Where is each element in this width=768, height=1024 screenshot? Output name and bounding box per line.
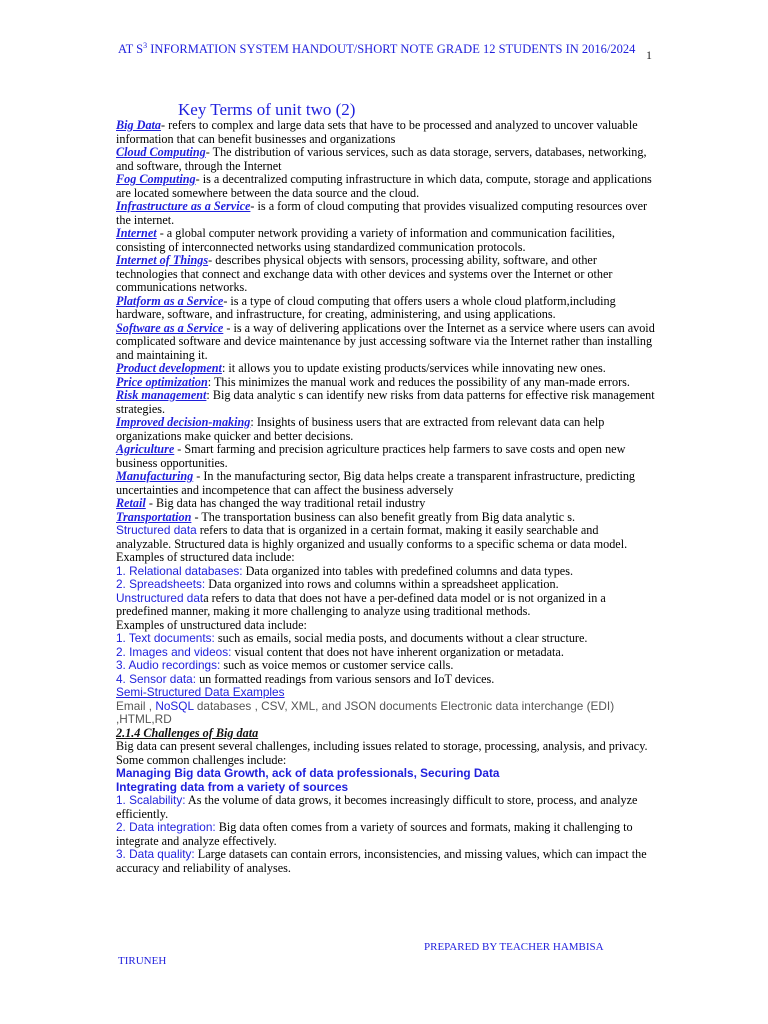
- key-term-separator: -: [161, 118, 169, 132]
- challenge-item: 3. Data quality: Large datasets can contain errors, inconsistencies, and missing values, which can impact the accuracy and reliability of analyses.: [116, 847, 647, 875]
- challenges-heading: 2.1.4 Challenges of Big data: [116, 725, 259, 740]
- challenges-bold-line: Integrating data from a variety of sources: [116, 779, 349, 794]
- key-term-label: Infrastructure as a Service: [116, 199, 251, 213]
- structured-label: Structured data: [116, 523, 197, 537]
- key-term-label: Fog Computing: [116, 172, 196, 186]
- key-term-separator: -: [145, 496, 156, 510]
- key-term-label: Product development: [116, 361, 222, 375]
- key-term-entry: [116, 443, 656, 470]
- key-term-entry: [116, 416, 656, 443]
- key-term-entry: [116, 389, 656, 416]
- page-title: Key Terms of unit two (2): [178, 100, 356, 119]
- structured-text: refers to data that is organized in a certain format, making it easily searchable and analyzable. Structured data is highly organized and usually conforms to a specific schema or data model. Examples of structured data include:: [116, 523, 628, 564]
- key-term-separator: -: [174, 442, 185, 456]
- semi-structured-heading: Semi-Structured Data Examples: [116, 685, 285, 699]
- key-term-entry: [116, 146, 656, 173]
- key-term-label: Platform as a Service: [116, 293, 224, 308]
- key-term-label: Manufacturing: [116, 469, 194, 483]
- unstructured-examples-heading: Examples of unstructured data include:: [116, 617, 307, 632]
- key-term-entry: [116, 376, 656, 390]
- key-term-definition: The distribution of various services, such as data storage, servers, databases, networking, and software, through the Internet: [116, 145, 647, 173]
- structured-item: 1. Relational databases: Data organized into tables with predefined columns and data types.: [116, 563, 574, 578]
- key-term-separator: -: [193, 469, 204, 483]
- key-term-label: Internet of Things: [116, 253, 209, 267]
- unstructured-item: 2. Images and videos: visual content that does not have inherent organization or metadata.: [116, 644, 564, 659]
- key-term-definition: it allows you to update existing products/services while innovating new ones.: [228, 361, 606, 375]
- unstructured-text: a refers to data that does not have a per-defined data model or is not organized in a predefined manner, making it more challenging to analyze using traditional methods.: [116, 590, 606, 618]
- key-term-label: Cloud Computing: [116, 145, 206, 159]
- key-term-separator: -: [250, 199, 258, 213]
- footer-prepared-by: PREPARED BY TEACHER HAMBISA: [424, 941, 604, 953]
- footer-surname: TIRUNEH: [118, 955, 167, 967]
- key-term-separator: -: [191, 509, 202, 524]
- key-term-label: Internet: [116, 226, 157, 240]
- key-term-label: Software as a Service: [116, 320, 224, 335]
- key-term-label: Transportation: [116, 509, 192, 524]
- key-term-separator: :: [206, 388, 213, 402]
- key-term-separator: :: [250, 415, 257, 429]
- challenge-item: 1. Scalability: As the volume of data grows, it becomes increasingly difficult to store, process, and analyze efficiently.: [116, 793, 638, 821]
- key-term-definition: is a decentralized computing infrastructure in which data, compute, storage and applications are located somewhere between the data source and the cloud.: [116, 172, 652, 200]
- key-term-label: Price optimization: [116, 374, 208, 389]
- key-term-label: Improved decision-making: [116, 415, 251, 429]
- header-text: INFORMATION SYSTEM HANDOUT/SHORT NOTE GRADE 12 STUDENTS IN 2016/2024: [147, 42, 636, 56]
- challenges-intro: Big data can present several challenges, including issues related to storage, processing, analysis, and privacy. Some common challenges include:: [116, 739, 648, 767]
- key-term-definition: Insights of business users that are extracted from relevant data can help organizations make quicker and better decisions.: [116, 415, 605, 443]
- document-body: [116, 119, 656, 875]
- key-term-entry: [116, 227, 656, 254]
- key-term-entry: [116, 470, 656, 497]
- key-term-entry: [116, 200, 656, 227]
- page-number: 1: [646, 48, 652, 62]
- key-term-label: Risk management: [116, 388, 207, 402]
- unstructured-item: 3. Audio recordings: such as voice memos or customer service calls.: [116, 658, 454, 672]
- key-term-separator: -: [223, 293, 231, 308]
- key-term-separator: :: [207, 374, 214, 389]
- unstructured-definition: [116, 592, 656, 619]
- key-term-label: Big Data: [116, 118, 162, 132]
- key-terms-list: [116, 119, 656, 524]
- key-term-entry: [116, 362, 656, 376]
- semi-structured-examples: Email , NoSQL databases , CSV, XML, and JSON documents Electronic data interchange (EDI) ,HTML,RD: [116, 698, 615, 726]
- key-term-definition: is a type of cloud computing that offers users a whole cloud platform,including hardware, software, and infrastructure, for creating, administering, and using applications.: [116, 293, 616, 321]
- key-term-label: Retail: [116, 496, 146, 510]
- key-term-label: Agriculture: [116, 442, 175, 456]
- key-term-separator: -: [205, 145, 213, 159]
- page-header: [118, 42, 658, 56]
- key-term-entry: [116, 511, 656, 525]
- header-prefix: AT S: [118, 42, 144, 56]
- key-term-entry: [116, 322, 656, 363]
- key-term-definition: Smart farming and precision agriculture practices help farmers to save costs and open new business opportunities.: [116, 442, 626, 470]
- key-term-separator: -: [208, 253, 216, 267]
- unstructured-item: 1. Text documents: such as emails, social media posts, and documents without a clear structure.: [116, 631, 588, 645]
- challenges-bold-line: Managing Big data Growth, ack of data professionals, Securing Data: [116, 766, 500, 780]
- key-term-entry: [116, 295, 656, 322]
- structured-item: 2. Spreadsheets: Data organized into rows and columns within a spreadsheet application.: [116, 577, 559, 591]
- key-term-definition: is a way of delivering applications over the Internet as a service where users can avoid complicated software and device maintenance by just accessing software via the Internet rather than installing and maintaining it.: [116, 320, 655, 362]
- key-term-separator: :: [221, 361, 229, 375]
- key-term-definition: is a form of cloud computing that provides visualized computing resources over the internet.: [116, 199, 648, 227]
- structured-definition: [116, 524, 656, 565]
- key-term-separator: -: [195, 172, 203, 186]
- challenge-item: 2. Data integration: Big data often comes from a variety of sources and formats, making it challenging to integrate and analyze effectively.: [116, 820, 633, 848]
- unstructured-label: Unstructured dat: [116, 590, 204, 605]
- key-term-entry: [116, 497, 656, 511]
- key-term-definition: In the manufacturing sector, Big data helps create a transparent infrastructure, predicting uncertainties and incompetence that can affect the business adversely: [116, 469, 636, 497]
- key-term-definition: The transportation business can also benefit greatly from Big data analytic s.: [201, 509, 575, 524]
- key-term-entry: [116, 119, 656, 146]
- key-term-definition: This minimizes the manual work and reduces the possibility of any man-made errors.: [213, 374, 630, 389]
- key-term-definition: a global computer network providing a variety of information and communication facilities, consisting of interconnected networks using standardized communication protocols.: [116, 226, 615, 254]
- key-term-definition: refers to complex and large data sets that have to be processed and analyzed to uncover valuable information that can benefit businesses and organizations: [116, 118, 638, 146]
- key-term-separator: -: [223, 320, 234, 335]
- unstructured-item: 4. Sensor data: un formatted readings from various sensors and IoT devices.: [116, 671, 495, 686]
- key-term-definition: Big data has changed the way traditional retail industry: [155, 496, 426, 510]
- key-term-entry: [116, 173, 656, 200]
- header-superscript: 3: [143, 40, 148, 50]
- key-term-definition: describes physical objects with sensors, processing ability, software, and other technologies that connect and exchange data with other devices and systems over the Internet or other communications networks.: [116, 253, 613, 294]
- key-term-separator: -: [156, 226, 167, 240]
- key-term-entry: [116, 254, 656, 295]
- key-term-definition: Big data analytic s can identify new risks from data patterns for effective risk management strategies.: [116, 388, 655, 416]
